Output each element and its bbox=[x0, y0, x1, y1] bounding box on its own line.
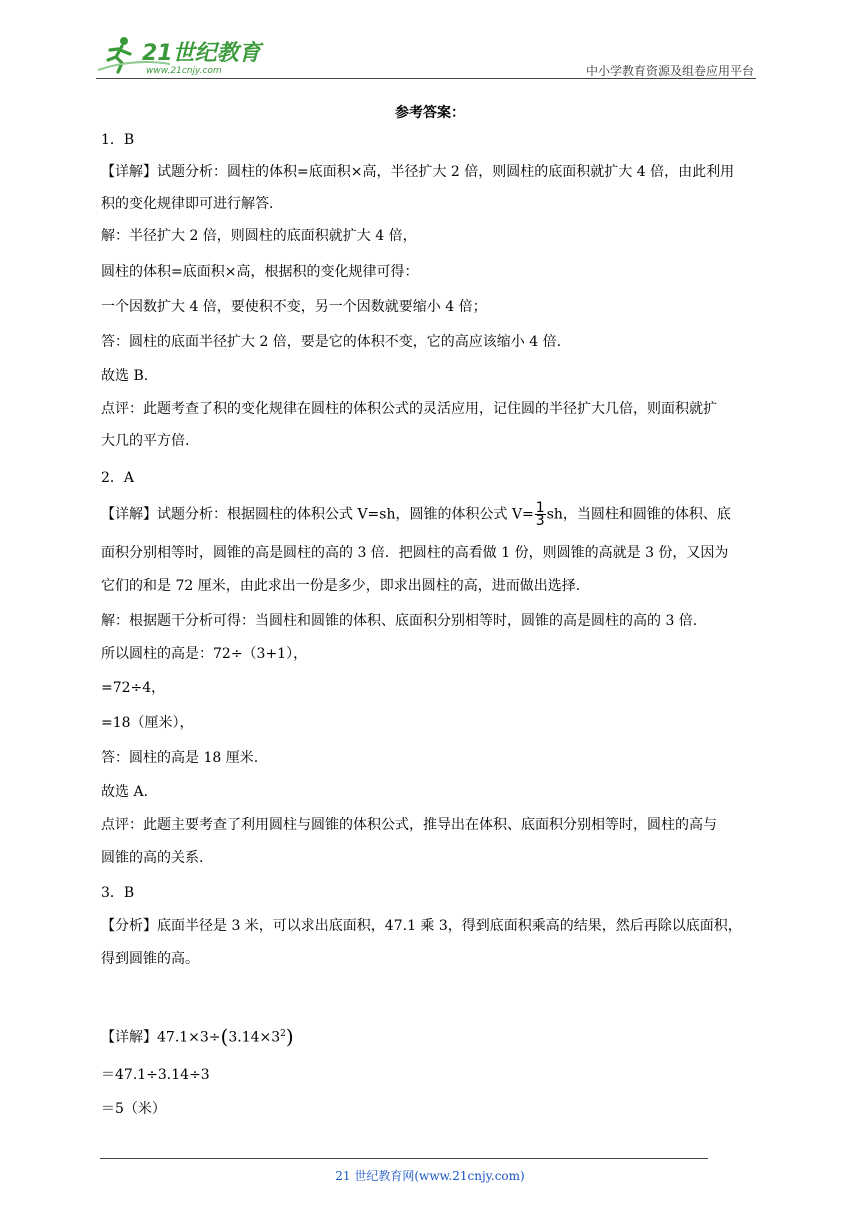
q2-comment-line-1: 点评：此题主要考查了利用圆柱与圆锥的体积公式，推导出在体积、底面积分别相等时，圆柱的高与 bbox=[101, 817, 717, 833]
q2-comment-line-2: 圆锥的高的关系. bbox=[101, 850, 204, 866]
header-divider bbox=[96, 78, 756, 79]
q1-solution-line-4: 答：圆柱的底面半径扩大 2 倍，要是它的体积不变，它的高应该缩小 4 倍. bbox=[101, 334, 562, 350]
fraction-denominator: 3 bbox=[535, 513, 545, 529]
q2-solution-line-3: =72÷4， bbox=[101, 680, 166, 696]
q1-solution-line-3: 一个因数扩大 4 倍，要使积不变，另一个因数就要缩小 4 倍； bbox=[101, 299, 487, 315]
paren-close: ) bbox=[285, 1024, 294, 1049]
q2-detail-text-a: 【详解】试题分析：根据圆柱的体积公式 V=sh，圆锥的体积公式 V= bbox=[101, 506, 534, 523]
q1-detail-line-1: 【详解】试题分析：圆柱的体积=底面积×高，半径扩大 2 倍，则圆柱的底面积就扩大 4 倍，由此利用 bbox=[101, 164, 735, 180]
q2-detail-text-b: sh，当圆柱和圆锥的体积、底 bbox=[546, 506, 731, 523]
q1-detail-line-2: 积的变化规律即可进行解答. bbox=[101, 196, 274, 212]
q2-solution-line-5: 答：圆柱的高是 18 厘米. bbox=[101, 750, 259, 766]
q3-exponent: 2 bbox=[280, 1029, 286, 1039]
page-title: 参考答案： bbox=[395, 105, 465, 121]
q2-solution-line-2: 所以圆柱的高是：72÷（3+1）， bbox=[101, 646, 308, 662]
q3-analysis-line-1: 【分析】底面半径是 3 米，可以求出底面积，47.1 乘 3，得到底面积乘高的结果，然后再除以底面积， bbox=[101, 918, 742, 934]
fraction-one-third bbox=[535, 502, 546, 527]
fraction-numerator: 1 bbox=[535, 500, 545, 516]
q2-solution-line-4: =18（厘米）， bbox=[101, 715, 194, 731]
q3-step-2: ＝5（米） bbox=[101, 1101, 166, 1117]
footer-link[interactable]: 21 世纪教育网(www.21cnjy.com) bbox=[335, 1169, 525, 1183]
q1-solution-line-1: 解：半径扩大 2 倍，则圆柱的底面积就扩大 4 倍， bbox=[101, 228, 417, 244]
q1-comment-line-1: 点评：此题考查了积的变化规律在圆柱的体积公式的灵活应用，记住圆的半径扩大几倍，则面积就扩 bbox=[101, 401, 717, 417]
svg-text:21世纪教育: 21世纪教育 bbox=[142, 41, 261, 66]
q2-detail-line-3: 它们的和是 72 厘米，由此求出一份是多少，即求出圆柱的高，进而做出选择. bbox=[101, 578, 581, 594]
q2-detail-line-1 bbox=[101, 502, 731, 527]
q1-solution-line-2: 圆柱的体积=底面积×高，根据积的变化规律可得： bbox=[101, 264, 419, 280]
q2-solution-line-1: 解：根据题干分析可得：当圆柱和圆锥的体积、底面积分别相等时，圆锥的高是圆柱的高的 3 倍. bbox=[101, 613, 698, 629]
q3-detail-line bbox=[101, 1025, 294, 1047]
platform-name: 中小学教育资源及组卷应用平台 bbox=[585, 64, 754, 78]
q1-comment-line-2: 大几的平方倍. bbox=[101, 433, 190, 449]
q1-answer: 1．B bbox=[101, 132, 135, 148]
q2-answer: 2．A bbox=[101, 470, 135, 486]
q3-analysis-line-2: 得到圆锥的高。 bbox=[101, 951, 199, 967]
q2-choice: 故选 A. bbox=[101, 784, 149, 800]
paren-open: ( bbox=[220, 1024, 229, 1049]
footer-divider bbox=[100, 1158, 708, 1159]
q3-step-1: ＝47.1÷3.14÷3 bbox=[101, 1067, 210, 1083]
q3-answer: 3．B bbox=[101, 885, 135, 901]
page-header bbox=[94, 30, 756, 82]
q3-detail-prefix: 【详解】 bbox=[101, 1029, 157, 1046]
q3-expression-b: 3.14×3 bbox=[228, 1029, 281, 1046]
q1-choice: 故选 B. bbox=[101, 368, 149, 384]
q2-detail-line-2: 面积分别相等时，圆锥的高是圆柱的高的 3 倍．把圆柱的高看做 1 份，则圆锥的高就是 3 份，又因为 bbox=[101, 545, 729, 561]
q3-expression-a: 47.1×3÷ bbox=[157, 1029, 221, 1046]
site-logo bbox=[94, 30, 264, 80]
svg-text:www.21cnjy.com: www.21cnjy.com bbox=[146, 66, 222, 76]
